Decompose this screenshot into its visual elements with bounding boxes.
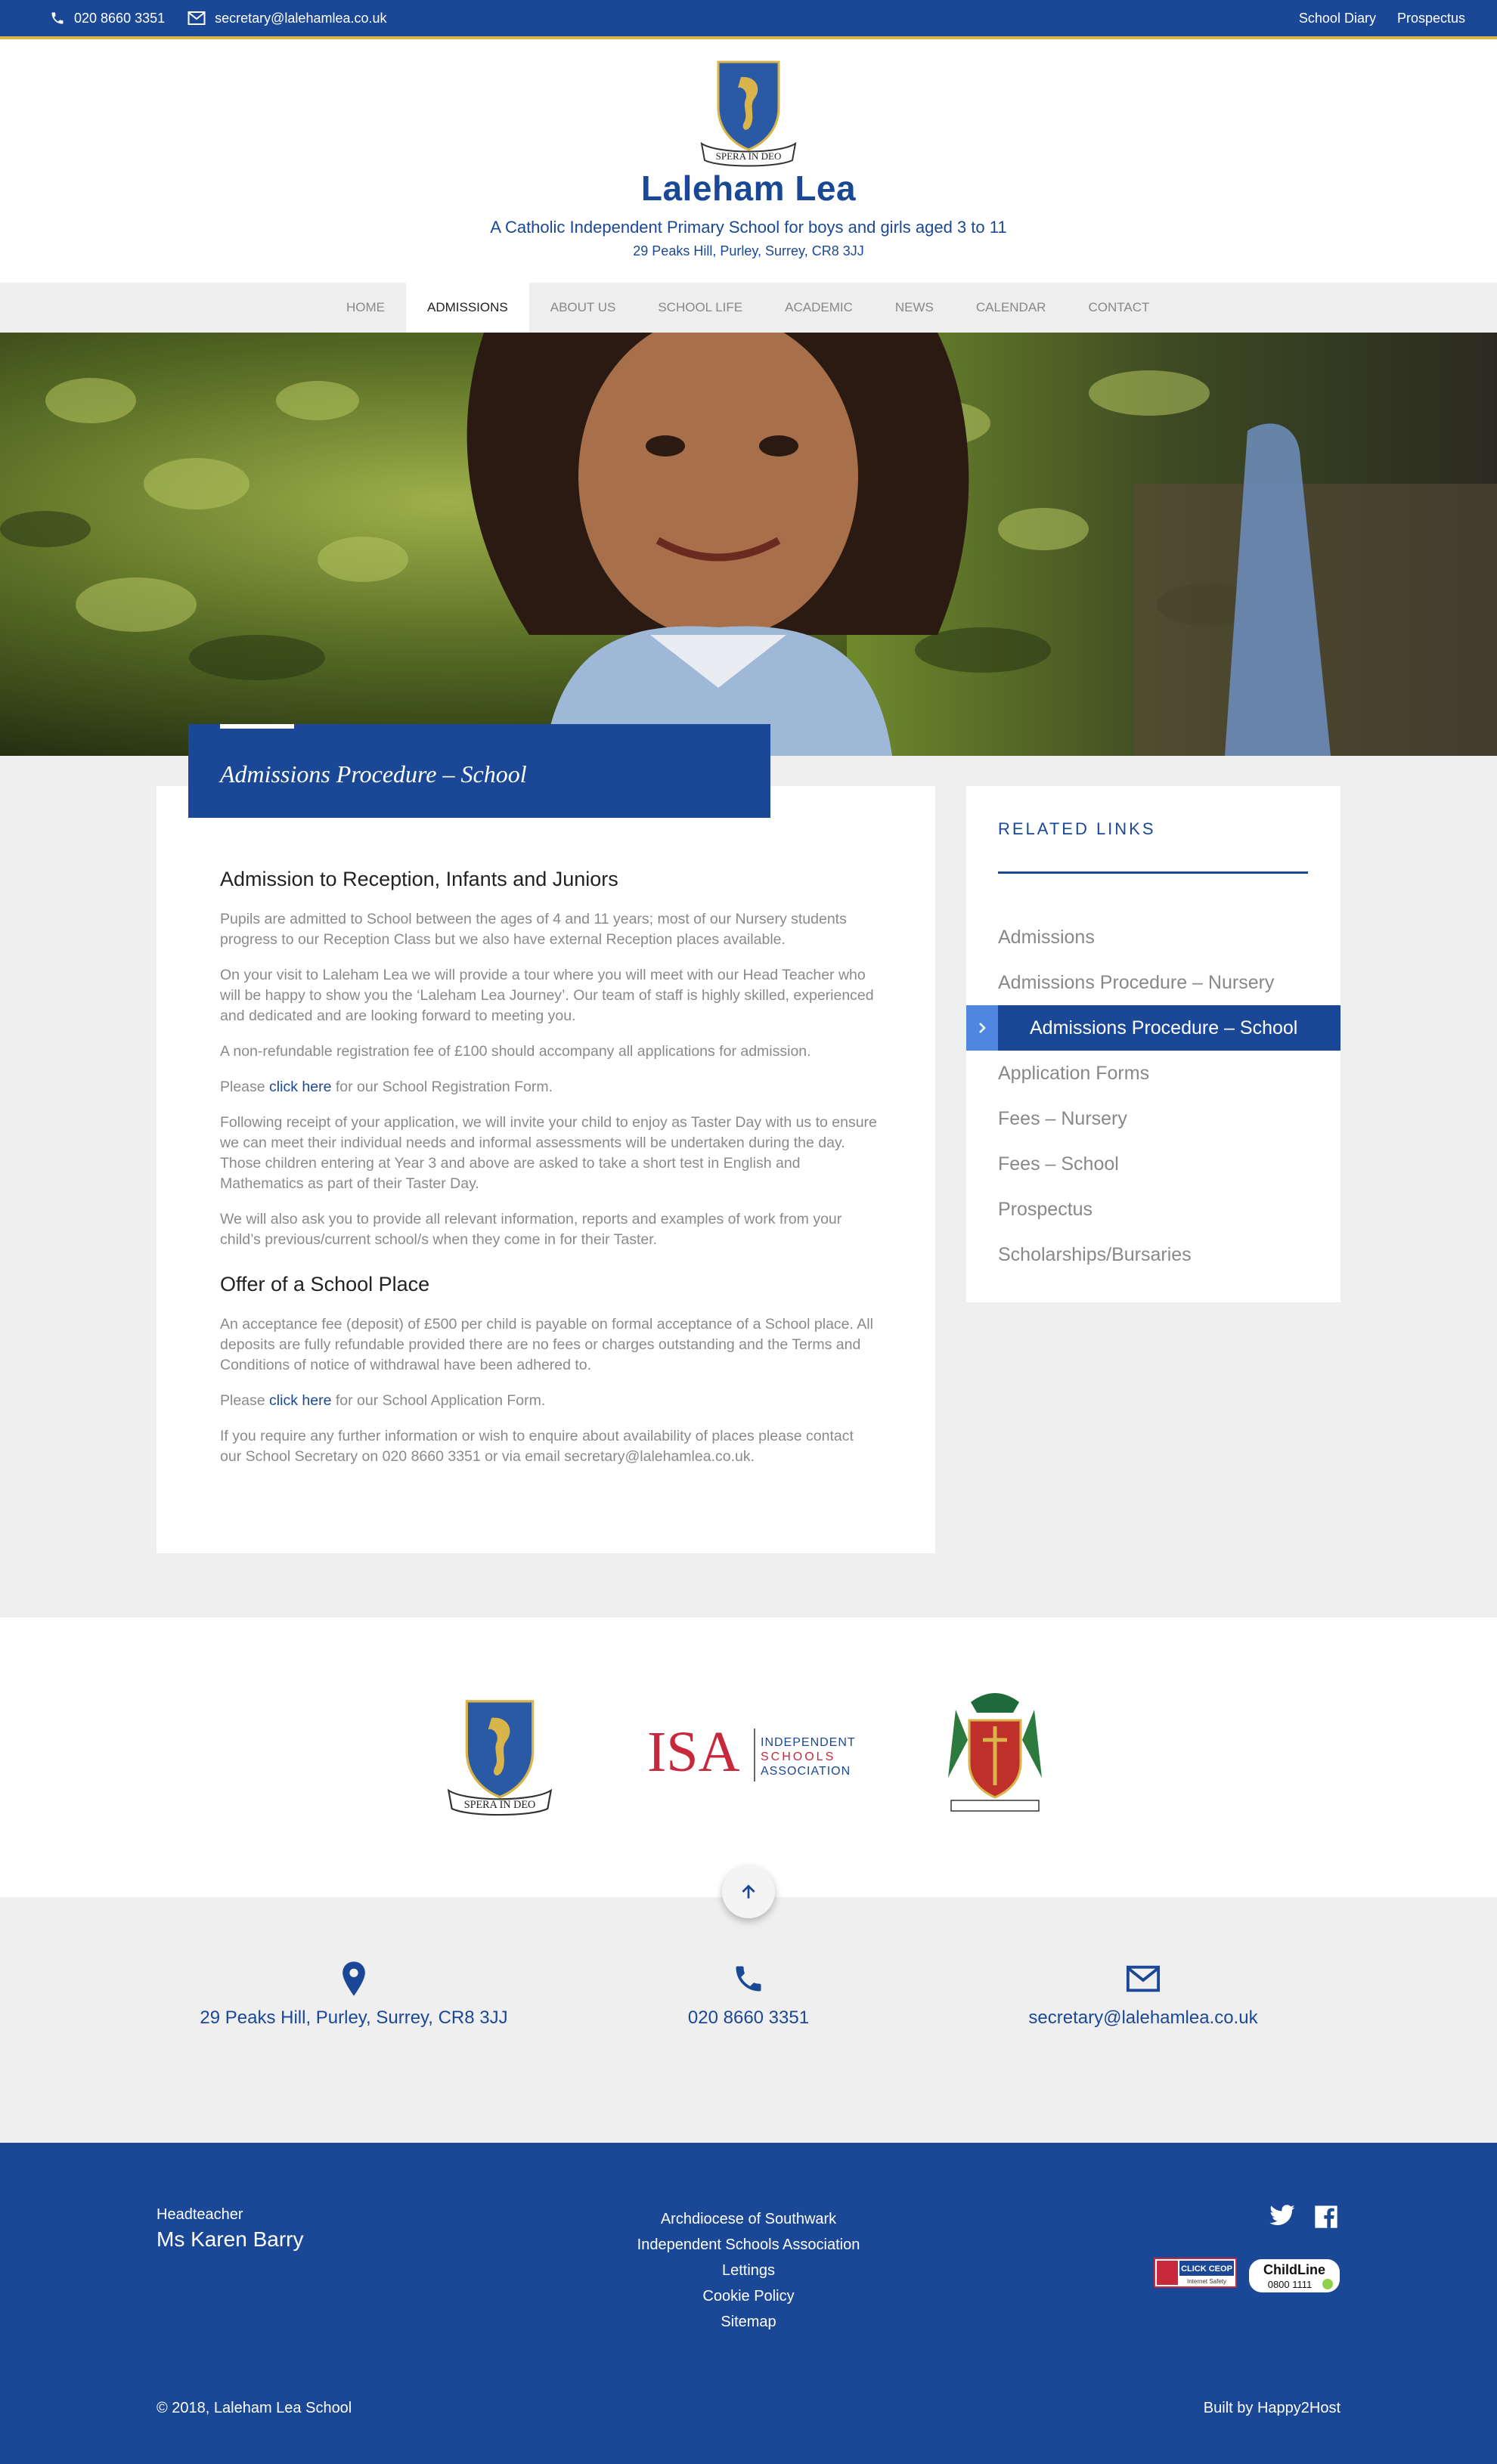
related-link-fees-nursery[interactable]: Fees – Nursery — [998, 1107, 1127, 1129]
crest-motto: SPERA IN DEO — [463, 1798, 536, 1811]
back-to-top-button[interactable] — [722, 1865, 775, 1918]
nav-school-life[interactable]: SCHOOL LIFE — [658, 300, 743, 314]
phone-icon — [50, 11, 65, 26]
prospectus-link[interactable]: Prospectus — [1396, 10, 1465, 26]
paragraph: If you require any further information or wish to enquire about availability of places please contact our School Secretary on 020 8660 3351 or via email secretary@lalehamlea.co.uk. — [220, 1428, 854, 1465]
paragraph: Pupils are admitted to School between the ages of 4 and 11 years; most of our Nursery students progress to our Reception Class but we also have external Reception places available. — [220, 911, 847, 948]
location-pin-icon — [341, 1961, 367, 1997]
top-bar-contacts — [50, 0, 402, 36]
top-phone-text: 020 8660 3351 — [74, 10, 166, 26]
crest-motto: SPERA IN DEO — [715, 150, 782, 162]
page-title: Admissions Procedure – School — [220, 760, 527, 788]
top-bar — [0, 0, 1497, 39]
related-link-scholarships[interactable]: Scholarships/Bursaries — [998, 1243, 1192, 1265]
chevron-right-icon — [966, 1005, 998, 1051]
text: Please — [220, 1392, 270, 1409]
top-phone[interactable] — [50, 11, 165, 26]
facebook-icon[interactable] — [1314, 2205, 1338, 2229]
nav-academic[interactable]: ACADEMIC — [785, 300, 853, 314]
childline-number: 0800 1111 — [1267, 2279, 1313, 2290]
isa-logo[interactable] — [647, 1712, 856, 1795]
isa-line3: ASSOCIATION — [761, 1765, 851, 1778]
top-email[interactable] — [188, 11, 386, 26]
footer-link-cookie-policy[interactable]: Cookie Policy — [702, 2288, 795, 2305]
ceop-text: CLICK CEOP — [1181, 2264, 1232, 2274]
nav-news[interactable]: NEWS — [894, 300, 934, 314]
related-links-card — [966, 786, 1340, 1302]
related-link-fees-school[interactable]: Fees – School — [998, 1153, 1119, 1175]
application-form-link[interactable]: click here — [269, 1392, 332, 1409]
footer-link-sitemap[interactable]: Sitemap — [721, 2314, 776, 2330]
childline-text: ChildLine — [1263, 2262, 1325, 2277]
social-links — [1269, 2205, 1338, 2229]
nav-home[interactable]: HOME — [346, 300, 385, 314]
childline-badge[interactable] — [1248, 2258, 1341, 2294]
paragraph: An acceptance fee (deposit) of £500 per child is payable on formal acceptance of a School place. All deposits are fully refundable provided there are no fees or charges outstanding and the Terms and Conditions of notice of withdrawal have been adhered to. — [220, 1316, 873, 1373]
related-link-admissions[interactable]: Admissions — [998, 926, 1095, 948]
arrow-up-icon — [739, 1882, 758, 1902]
contact-email-text: secretary@lalehamlea.co.uk — [1028, 2007, 1258, 2028]
nav-admissions[interactable]: ADMISSIONS — [406, 283, 529, 333]
partner-logos — [0, 1617, 1497, 1897]
mail-icon — [188, 11, 206, 26]
archdiocese-crest-logo[interactable] — [933, 1687, 1057, 1815]
paragraph: We will also ask you to provide all relevant information, reports and examples of work from your child’s previous/current school/s when they come in for their Taster. — [220, 1211, 842, 1248]
site-footer — [0, 2143, 1497, 2464]
mail-icon — [1126, 1961, 1161, 1997]
contact-phone[interactable] — [522, 1961, 975, 2029]
paragraph-registration — [220, 1077, 878, 1097]
ceop-sub-text: Internet Safety — [1186, 2278, 1227, 2285]
school-name[interactable]: Laleham Lea — [640, 169, 857, 208]
related-links-title: RELATED LINKS — [998, 819, 1156, 838]
contact-email[interactable] — [916, 1961, 1370, 2029]
top-email-text: secretary@lalehamlea.co.uk — [215, 10, 387, 26]
paragraph-application — [220, 1391, 878, 1411]
related-links-divider — [998, 871, 1308, 874]
related-links-list — [966, 915, 1340, 1277]
safety-badges — [1154, 2258, 1341, 2294]
copyright-text: © 2018, Laleham Lea School — [157, 2400, 352, 2416]
paragraph: A non-refundable registration fee of £100 should accompany all applications for admission. — [220, 1043, 811, 1060]
section-heading-offer: Offer of a School Place — [220, 1273, 430, 1295]
footer-link-isa[interactable]: Independent Schools Association — [637, 2236, 860, 2253]
isa-letters: ISA — [647, 1720, 740, 1784]
main-nav — [0, 283, 1497, 333]
page-title-box — [188, 724, 770, 818]
contact-address-text: 29 Peaks Hill, Purley, Surrey, CR8 3JJ — [200, 2007, 508, 2028]
footer-link-lettings[interactable]: Lettings — [721, 2262, 776, 2279]
school-tagline: A Catholic Independent Primary School for boys and girls aged 3 to 11 — [490, 218, 1007, 237]
nav-calendar[interactable]: CALENDAR — [975, 300, 1046, 314]
section-heading-admission: Admission to Reception, Infants and Juniors — [220, 868, 618, 890]
related-link-label: Admissions Procedure – School — [1030, 1017, 1298, 1039]
top-bar-links — [1299, 0, 1465, 36]
header-address: 29 Peaks Hill, Purley, Surrey, CR8 3JJ — [633, 243, 864, 258]
related-link-school-procedure[interactable] — [966, 1005, 1340, 1051]
contact-address[interactable] — [127, 1961, 581, 2029]
title-accent-bar — [220, 724, 294, 729]
school-crest-footer-logo[interactable] — [441, 1693, 559, 1819]
isa-line2: SCHOOLS — [761, 1750, 836, 1763]
footer-link-archdiocese[interactable]: Archdiocese of Southwark — [660, 2211, 837, 2227]
hero-banner-image — [0, 333, 1497, 756]
related-link-prospectus[interactable]: Prospectus — [998, 1198, 1093, 1220]
nav-about-us[interactable]: ABOUT US — [550, 300, 616, 314]
headteacher-name: Ms Karen Barry — [157, 2227, 304, 2251]
paragraph: On your visit to Laleham Lea we will provide a tour where you will meet with our Head Teacher who will be happy to show you the ‘Laleham Lea Journey’. Our team of staff is highly skilled, experienced and dedicated and are looking forward to meeting you. — [220, 967, 874, 1024]
site-header — [0, 39, 1497, 283]
built-by-link[interactable]: Built by Happy2Host — [1203, 2400, 1340, 2416]
headteacher-label: Headteacher — [157, 2206, 243, 2223]
text: for our School Registration Form. — [331, 1079, 553, 1095]
nav-contact[interactable]: CONTACT — [1088, 300, 1150, 314]
paragraph: Following receipt of your application, we will invite your child to enjoy as Taster Day with us to ensure we can meet their individual needs and informal assessments will be undertaken during the day. Those children entering at Year 3 and above are asked to take a short test in English and Mathematics as part of their Taster Day. — [220, 1114, 877, 1192]
school-diary-link[interactable]: School Diary — [1298, 10, 1376, 26]
registration-form-link[interactable]: click here — [269, 1079, 332, 1095]
text: for our School Application Form. — [331, 1392, 546, 1409]
article-body — [220, 868, 878, 1482]
related-link-nursery-procedure[interactable]: Admissions Procedure – Nursery — [998, 971, 1275, 993]
contact-phone-text: 020 8660 3351 — [687, 2007, 810, 2028]
phone-icon — [732, 1961, 765, 1997]
related-link-application-forms[interactable]: Application Forms — [998, 1062, 1150, 1084]
school-crest-logo[interactable] — [696, 54, 801, 169]
contact-band — [0, 1897, 1497, 2143]
ceop-badge[interactable] — [1154, 2258, 1237, 2288]
twitter-icon[interactable] — [1269, 2205, 1296, 2227]
isa-line1: INDEPENDENT — [761, 1736, 856, 1749]
footer-links — [597, 2206, 900, 2335]
text: Please — [220, 1079, 270, 1095]
